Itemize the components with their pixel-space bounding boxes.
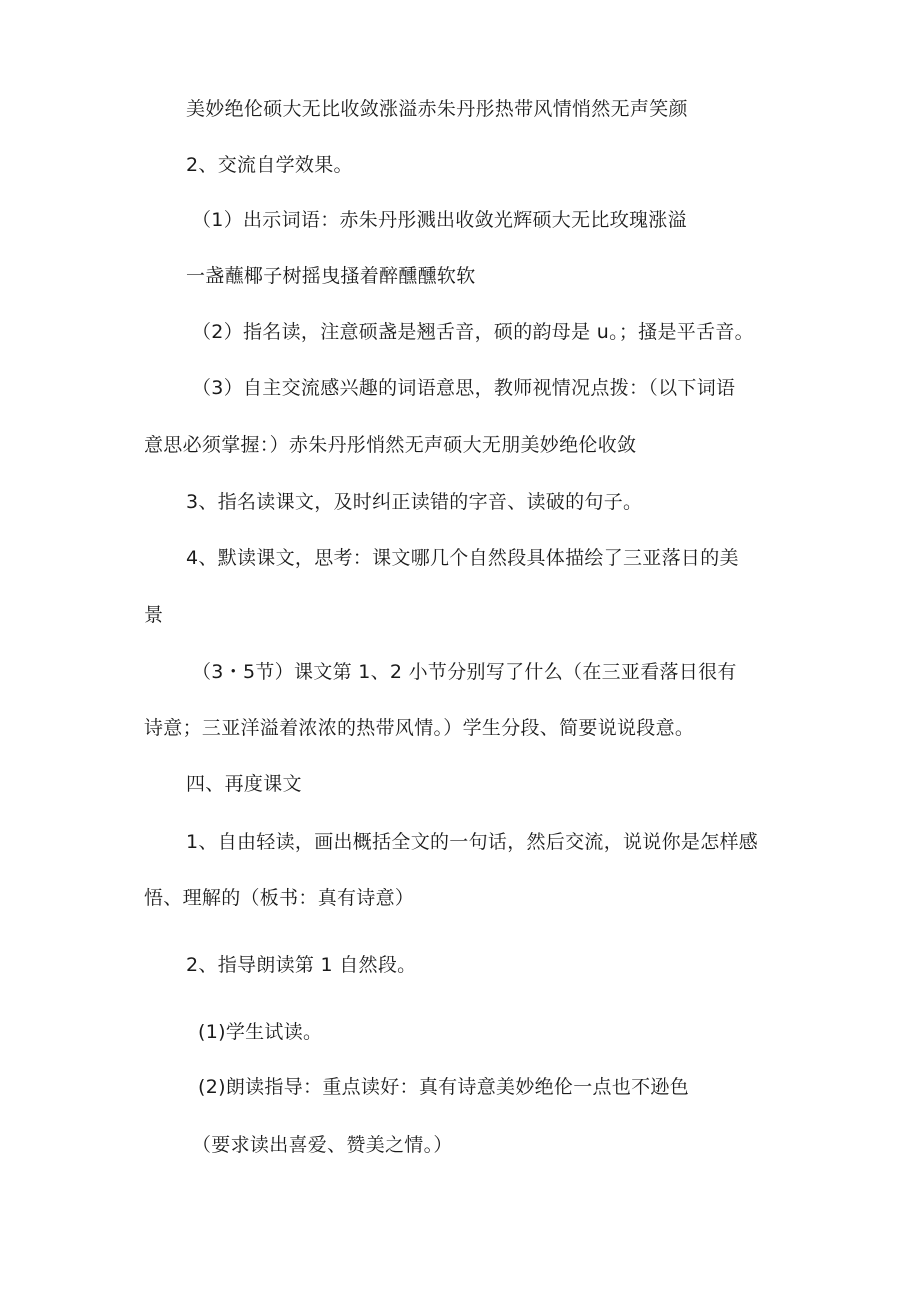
text-line: 意思必须掌握：）赤朱丹彤悄然无声硕大无朋美妙绝伦收敛	[144, 434, 637, 456]
text-line: 3、指名读课文，及时纠正读错的字音、读破的句子。	[186, 491, 643, 513]
text-line: 4、默读课文，思考：课文哪几个自然段具体描绘了三亚落日的美	[186, 547, 739, 569]
text-line: 诗意；三亚洋溢着浓浓的热带风情。）学生分段、简要说说段意。	[144, 717, 695, 739]
text-line: （2）指名读，注意硕盏是翘舌音，硕的韵母是 u。；搔是平舌音。	[192, 321, 754, 343]
text-line: 一盏蘸椰子树摇曳搔着醉醺醺软软	[186, 265, 476, 287]
text-line: （1）出示词语：赤朱丹彤溅出收敛光辉硕大无比玫瑰涨溢	[192, 209, 687, 231]
text-line: 1、自由轻读，画出概括全文的一句话，然后交流，说说你是怎样感	[186, 831, 759, 853]
text-line: （3）自主交流感兴趣的词语意思，教师视情况点拨：（以下词语	[192, 377, 736, 399]
text-line: 2、指导朗读第 1 自然段。	[186, 954, 417, 976]
text-line: (1)学生试读。	[198, 1021, 323, 1043]
text-line: (2)朗读指导：重点读好：真有诗意美妙绝伦一点也不逊色	[198, 1076, 690, 1098]
text-line: 悟、理解的（板书：真有诗意）	[144, 887, 415, 909]
text-line: （要求读出喜爱、赞美之情。）	[192, 1134, 453, 1156]
text-line: （3・5节）课文第 1、2 小节分别写了什么（在三亚看落日很有	[192, 661, 737, 683]
text-line: 美妙绝伦硕大无比收敛涨溢赤朱丹彤热带风情悄然无声笑颜	[186, 98, 688, 120]
text-line: 景	[144, 604, 164, 626]
text-line: 2、交流自学效果。	[186, 154, 353, 176]
section-heading: 四、再度课文	[186, 773, 302, 795]
